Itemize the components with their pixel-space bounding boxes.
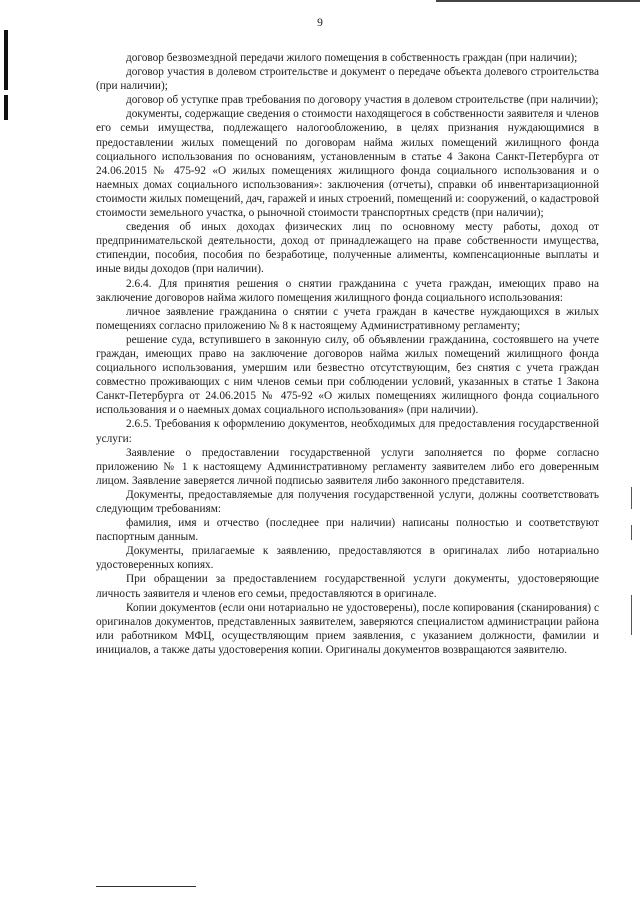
paragraph: При обращении за предоставлением государственной услуги документы, удостоверяющие личность заявителя и членов его семьи, предоставляются в оригинале. (96, 573, 599, 600)
paragraph: договор участия в долевом строительстве и документ о передаче объекта долевого строительства (при наличии); (96, 66, 599, 93)
paragraph: сведения об иных доходах физических лиц по основному месту работы, доход от предпринимательской деятельности, доход от принадлежащего на праве собственности имущества, стипендии, пособия, пособия по безработице, полученные алименты, компенсационные выплаты и иные виды доходов (при наличии). (96, 221, 599, 276)
scan-margin-bar (4, 30, 8, 90)
paragraph: решение суда, вступившего в законную силу, об объявлении гражданина, состоявшего на учете граждан, имеющих право на заключение договоров найма жилых помещений жилищного фонда социального использования, умершим или безвестно отсутствующим, без снятия с учета граждан совместно проживающих с ним членов семьи при соблюдении условий, указанных в статье 1 Закона Санкт-Петербурга от 24.06.2015 № 475-92 «О жилых помещениях жилищного фонда социального использования и о наемных домах социального использования» (при наличии). (96, 333, 599, 417)
scan-margin-bar (4, 95, 8, 120)
paragraph: договор об уступке прав требования по договору участия в долевом строительстве (при наличии); (126, 94, 599, 107)
paragraph: личное заявление гражданина о снятии с учета граждан в качестве нуждающихся в жилых помещениях согласно приложению № 8 к настоящему Административному регламенту; (96, 305, 599, 332)
document-body (96, 51, 599, 657)
paragraph: Документы, предоставляемые для получения государственной услуги, должны соответствовать следующим требованиям: (96, 488, 599, 515)
scan-edge-mark (631, 525, 632, 540)
page-number: 9 (317, 17, 323, 29)
paragraph: Заявление о предоставлении государственной услуги заполняется по форме согласно приложению № 1 к настоящему Административному регламенту заявителем либо его доверенным лицом. Заявление заверяется личной подписью заявителя либо законного представителя. (96, 446, 599, 487)
scan-edge-mark (631, 487, 632, 509)
paragraph: фамилия, имя и отчество (последнее при наличии) написаны полностью и соответствуют паспортным данным. (96, 517, 599, 544)
paragraph: Документы, прилагаемые к заявлению, предоставляются в оригиналах либо нотариально удостоверенных копиях. (96, 545, 599, 572)
paragraph: договор безвозмездной передачи жилого помещения в собственность граждан (при наличии); (126, 52, 578, 64)
paragraph: документы, содержащие сведения о стоимости находящегося в собственности заявителя и членов его семьи имущества, подлежащего налогообложению, в целях признания нуждающимися в предоставлении жилых помещений по договорам найма жилых помещений жилищного фонда социального использования по основаниям, установленным в статье 4 Закона Санкт-Петербурга от 24.06.2015 № 475-92 «О жилых помещениях жилищного фонда социального использования и о наемных домах социального использования»: заключения (отчеты), справки об инвентаризационной стоимости жилых помещений, дач, гаражей и иных строений, помещений и: сооружений, о кадастровой стоимости земельного участка, о рыночной стоимости транспортных средств (при наличии); (96, 108, 599, 220)
footnote-separator (96, 886, 196, 887)
section-heading-paragraph: 2.6.5. Требования к оформлению документов, необходимых для предоставления государственной услуги: (96, 418, 599, 445)
scan-top-line (436, 0, 640, 2)
paragraph: Копии документов (если они нотариально не удостоверены), после копирования (сканирования) с оригиналов документов, представленных заявителем, заверяются специалистом администрации района или работником МФЦ, осуществляющим прием заявления, с указанием должности, фамилии и инициалов, а также даты удостоверения копии. Оригиналы документов возвращаются заявителю. (96, 601, 599, 656)
section-heading-paragraph: 2.6.4. Для принятия решения о снятии гражданина с учета граждан, имеющих право на заключение договоров найма жилого помещения жилищного фонда социального использования: (96, 277, 599, 304)
scan-edge-mark (631, 595, 632, 635)
